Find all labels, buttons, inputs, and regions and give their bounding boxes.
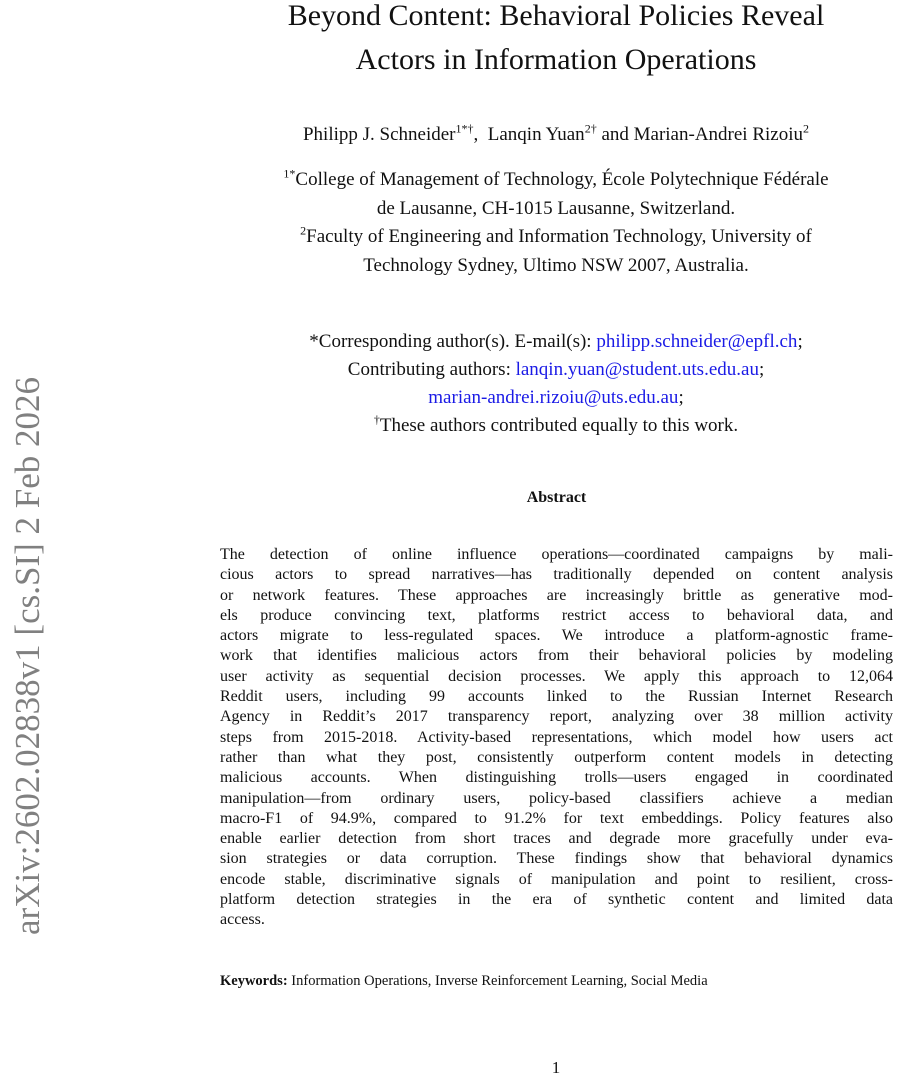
abstract-line: sion strategies or data corruption. These findings show that behavioral dynamics bbox=[220, 850, 893, 868]
keywords-text: Information Operations, Inverse Reinforcement Learning, Social Media bbox=[291, 973, 708, 989]
abstract-line: els produce convincing text, platforms restrict access to behavioral data, and bbox=[220, 606, 893, 624]
abstract-line: macro-F1 of 94.9%, compared to 91.2% for text embeddings. Policy features also bbox=[220, 809, 893, 827]
abstract-line: cious actors to spread narratives—has traditionally depended on content analysis bbox=[220, 566, 893, 584]
author-sup: 1*† bbox=[455, 121, 474, 136]
author-name: Philipp J. Schneider bbox=[302, 124, 456, 145]
keywords-label: Keywords: bbox=[220, 973, 288, 989]
affiliation-sup: 2 bbox=[300, 223, 307, 238]
separator: ; bbox=[678, 387, 684, 408]
page-number: 1 bbox=[551, 1058, 561, 1077]
contributing-email-link[interactable]: lanqin.yuan@student.uts.edu.au bbox=[515, 359, 759, 380]
abstract-line: encode stable, discriminative signals of manipulation and point to resilient, cross- bbox=[220, 870, 893, 888]
contributing-label: Contributing authors: bbox=[347, 359, 511, 380]
corresponding-label: *Corresponding author(s). E-mail(s): bbox=[309, 331, 592, 352]
affiliation-line bbox=[200, 166, 912, 195]
abstract-line: steps from 2015-2018. Activity-based representations, which model how users act bbox=[220, 728, 893, 746]
separator: ; bbox=[797, 331, 803, 352]
title-line: Beyond Content: Behavioral Policies Reveal bbox=[287, 0, 825, 32]
affiliation-line: de Lausanne, CH-1015 Lausanne, Switzerland. bbox=[376, 197, 736, 219]
author-list bbox=[200, 121, 912, 146]
author-sup: 2 bbox=[803, 121, 809, 136]
equal-contribution-note: These authors contributed equally to this work. bbox=[379, 415, 739, 436]
title-line: Actors in Information Operations bbox=[355, 43, 757, 76]
affiliations bbox=[200, 166, 912, 280]
abstract-line: Agency in Reddit’s 2017 transparency report, analyzing over 38 million activity bbox=[220, 708, 893, 726]
affiliation-text: Faculty of Engineering and Information Technology, University of bbox=[306, 226, 812, 247]
abstract-line: manipulation—from ordinary users, policy-based classifiers achieve a median bbox=[220, 789, 893, 807]
abstract-line: Reddit users, including 99 accounts linked to the Russian Internet Research bbox=[220, 688, 893, 706]
arxiv-identifier-stamp: arXiv:2602.02838v1 [cs.SI] 2 Feb 2026 bbox=[8, 376, 47, 935]
author-separator: , bbox=[473, 124, 479, 145]
author-sup: 2† bbox=[584, 121, 597, 136]
abstract-line: or network features. These approaches are increasingly brittle as generative mod- bbox=[220, 586, 893, 604]
abstract-line: user activity as sequential decision processes. We apply this approach to 12,064 bbox=[220, 667, 893, 685]
abstract-line: work that identifies malicious actors from their behavioral policies by modeling bbox=[220, 647, 893, 665]
abstract-line: access. bbox=[220, 911, 265, 929]
corresponding-email-link[interactable]: philipp.schneider@epfl.ch bbox=[596, 331, 798, 352]
abstract-line: enable earlier detection from short traces and degrade more gracefully under eva- bbox=[220, 830, 893, 848]
author-separator: and bbox=[601, 124, 629, 145]
affiliation-sup: 1* bbox=[283, 166, 296, 181]
abstract-body bbox=[220, 545, 893, 931]
abstract-line: platform detection strategies in the era of synthetic content and limited data bbox=[220, 891, 893, 909]
affiliation-line: Technology Sydney, Ultimo NSW 2007, Australia. bbox=[363, 254, 749, 276]
affiliation-text: College of Management of Technology, École Polytechnique Fédérale bbox=[295, 169, 829, 190]
abstract-line: The detection of online influence operations—coordinated campaigns by mali- bbox=[220, 546, 893, 563]
paper-title bbox=[200, 0, 912, 82]
author-name: Lanqin Yuan bbox=[487, 124, 585, 145]
keywords bbox=[220, 973, 708, 990]
separator: ; bbox=[758, 359, 765, 380]
author-name: Marian-Andrei Rizoiu bbox=[633, 124, 803, 145]
contributing-email-link[interactable]: marian-andrei.rizoiu@uts.edu.au bbox=[428, 387, 679, 408]
abstract-line: malicious accounts. When distinguishing trolls—users engaged in coordinated bbox=[220, 769, 893, 787]
abstract-line: rather than what they post, consistently outperform content models in detecting bbox=[220, 748, 893, 766]
contact-info bbox=[200, 328, 912, 440]
abstract-heading: Abstract bbox=[526, 489, 587, 506]
equal-contribution-mark: † bbox=[373, 412, 380, 427]
abstract-line: actors migrate to less-regulated spaces. We introduce a platform-agnostic frame- bbox=[220, 627, 893, 645]
affiliation-line bbox=[200, 223, 912, 252]
